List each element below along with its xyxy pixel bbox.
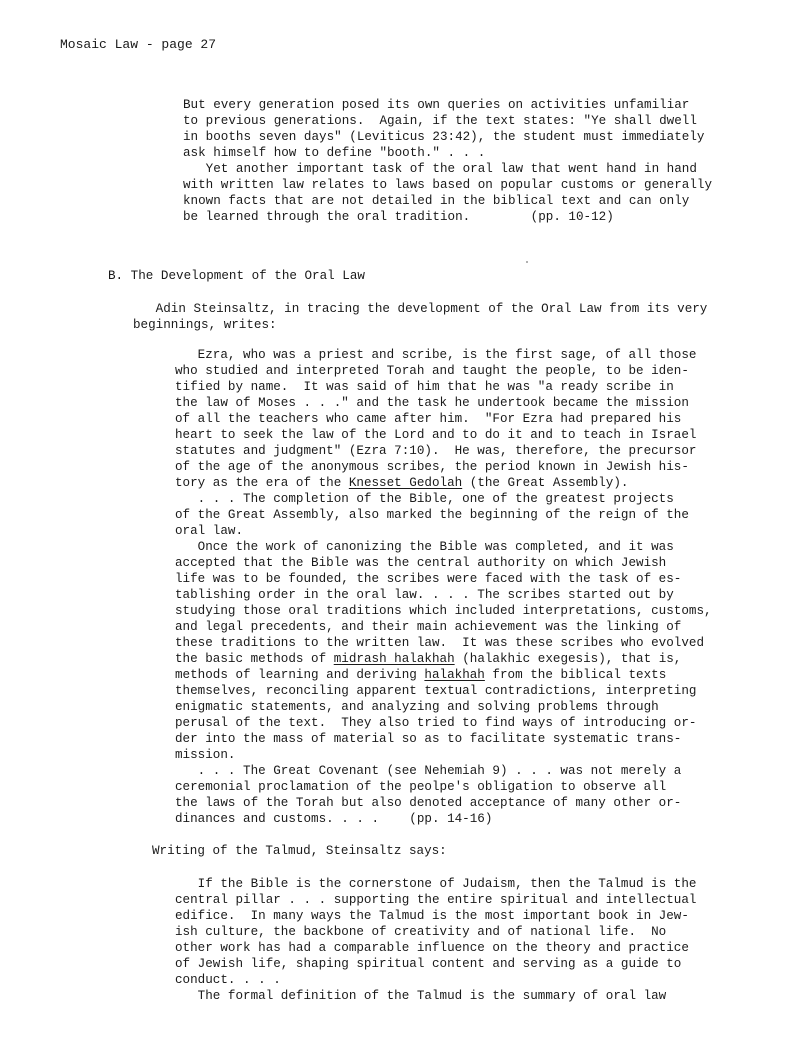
quote2-line-7: statutes and judgment" (Ezra 7:10). He was, therefore, the precursor: [175, 444, 697, 458]
intro2-line: Writing of the Talmud, Steinsaltz says:: [152, 844, 447, 858]
quote2-line-21: [175, 667, 666, 683]
quote2-line-13: Once the work of canonizing the Bible was completed, and it was: [175, 540, 674, 554]
intro-line-1: Adin Steinsaltz, in tracing the development of the Oral Law from its very: [133, 302, 708, 316]
quote1-line-8: be learned through the oral tradition. (pp. 10-12): [183, 210, 614, 224]
quote3-line-3: edifice. In many ways the Talmud is the most important book in Jew-: [175, 909, 689, 923]
quote2-line-17: studying those oral traditions which included interpretations, customs,: [175, 604, 712, 618]
section-heading: B. The Development of the Oral Law: [108, 269, 365, 283]
quote3-line-6: of Jewish life, shaping spiritual content and serving as a guide to: [175, 957, 682, 971]
quote2-line-25: der into the mass of material so as to facilitate systematic trans-: [175, 732, 682, 746]
quote2-line-24: perusal of the text. They also tried to find ways of introducing or-: [175, 716, 697, 730]
page-header: Mosaic Law - page 27: [60, 37, 217, 52]
quote2-line-10: . . . The completion of the Bible, one of the greatest projects: [175, 492, 674, 506]
quote2-line-21-text-b: from the biblical texts: [484, 668, 667, 682]
quote1-line-7: known facts that are not detailed in the biblical text and can only: [183, 194, 690, 208]
quote2-line-30: dinances and customs. . . . (pp. 14-16): [175, 812, 493, 826]
quote2-line-9-text-a: tory as the era of the: [175, 476, 349, 490]
quote1-line-4: ask himself how to define "booth." . . .: [183, 146, 486, 160]
quote2-line-9-text-b: (the Great Assembly).: [462, 476, 629, 490]
quote2-line-11: of the Great Assembly, also marked the beginning of the reign of the: [175, 508, 689, 522]
quote2-line-20-text-b: (halakhic exegesis), that is,: [454, 652, 682, 666]
quote3-line-7: conduct. . . .: [175, 973, 281, 987]
intro-line-2: beginnings, writes:: [133, 318, 277, 332]
quote2-line-9: [175, 475, 628, 491]
quote2-line-23: enigmatic statements, and analyzing and solving problems through: [175, 700, 659, 714]
quote2-line-19: these traditions to the written law. It was these scribes who evolved: [175, 636, 705, 650]
quote3-line-8: The formal definition of the Talmud is the summary of oral law: [175, 989, 667, 1003]
quote2-line-22: themselves, reconciling apparent textual contradictions, interpreting: [175, 684, 697, 698]
halakhah-term: halakhah: [424, 668, 485, 682]
knesset-gedolah-term: Knesset Gedolah: [348, 476, 463, 490]
scan-speck: [526, 261, 528, 263]
quote1-line-3: in booths seven days" (Leviticus 23:42), the student must immediately: [183, 130, 705, 144]
quote2-line-2: who studied and interpreted Torah and taught the people, to be iden-: [175, 364, 689, 378]
quote3-line-2: central pillar . . . supporting the entire spiritual and intellectual: [175, 893, 697, 907]
midrash-halakhah-term: midrash halakhah: [333, 652, 455, 666]
quote2-line-15: life was to be founded, the scribes were faced with the task of es-: [175, 572, 682, 586]
quote2-line-20-text-a: the basic methods of: [175, 652, 334, 666]
quote1-line-6: with written law relates to laws based on popular customs or generally: [183, 178, 713, 192]
quote2-line-28: ceremonial proclamation of the peolpe's obligation to observe all: [175, 780, 667, 794]
quote2-line-5: of all the teachers who came after him. "For Ezra had prepared his: [175, 412, 682, 426]
quote1-line-2: to previous generations. Again, if the text states: "Ye shall dwell: [183, 114, 697, 128]
quote2-line-4: the law of Moses . . ." and the task he undertook became the mission: [175, 396, 689, 410]
quote3-line-4: ish culture, the backbone of creativity and of national life. No: [175, 925, 667, 939]
quote3-line-5: other work has had a comparable influence on the theory and practice: [175, 941, 689, 955]
quote2-line-20: [175, 651, 681, 667]
quote2-line-12: oral law.: [175, 524, 244, 538]
quote2-line-18: and legal precedents, and their main achievement was the linking of: [175, 620, 682, 634]
quote2-line-21-text-a: methods of learning and deriving: [175, 668, 425, 682]
quote1-line-1: But every generation posed its own queries on activities unfamiliar: [183, 98, 690, 112]
quote3-line-1: If the Bible is the cornerstone of Judaism, then the Talmud is the: [175, 877, 697, 891]
quote2-line-6: heart to seek the law of the Lord and to do it and to teach in Israel: [175, 428, 697, 442]
quote2-line-29: the laws of the Torah but also denoted acceptance of many other or-: [175, 796, 682, 810]
quote2-line-26: mission.: [175, 748, 236, 762]
quote2-line-8: of the age of the anonymous scribes, the period known in Jewish his-: [175, 460, 689, 474]
quote2-line-3: tified by name. It was said of him that he was "a ready scribe in: [175, 380, 674, 394]
quote2-line-27: . . . The Great Covenant (see Nehemiah 9) . . . was not merely a: [175, 764, 682, 778]
quote2-line-16: tablishing order in the oral law. . . . The scribes started out by: [175, 588, 674, 602]
quote2-line-1: Ezra, who was a priest and scribe, is the first sage, of all those: [175, 348, 697, 362]
quote1-line-5: Yet another important task of the oral law that went hand in hand: [183, 162, 697, 176]
quote2-line-14: accepted that the Bible was the central authority on which Jewish: [175, 556, 667, 570]
